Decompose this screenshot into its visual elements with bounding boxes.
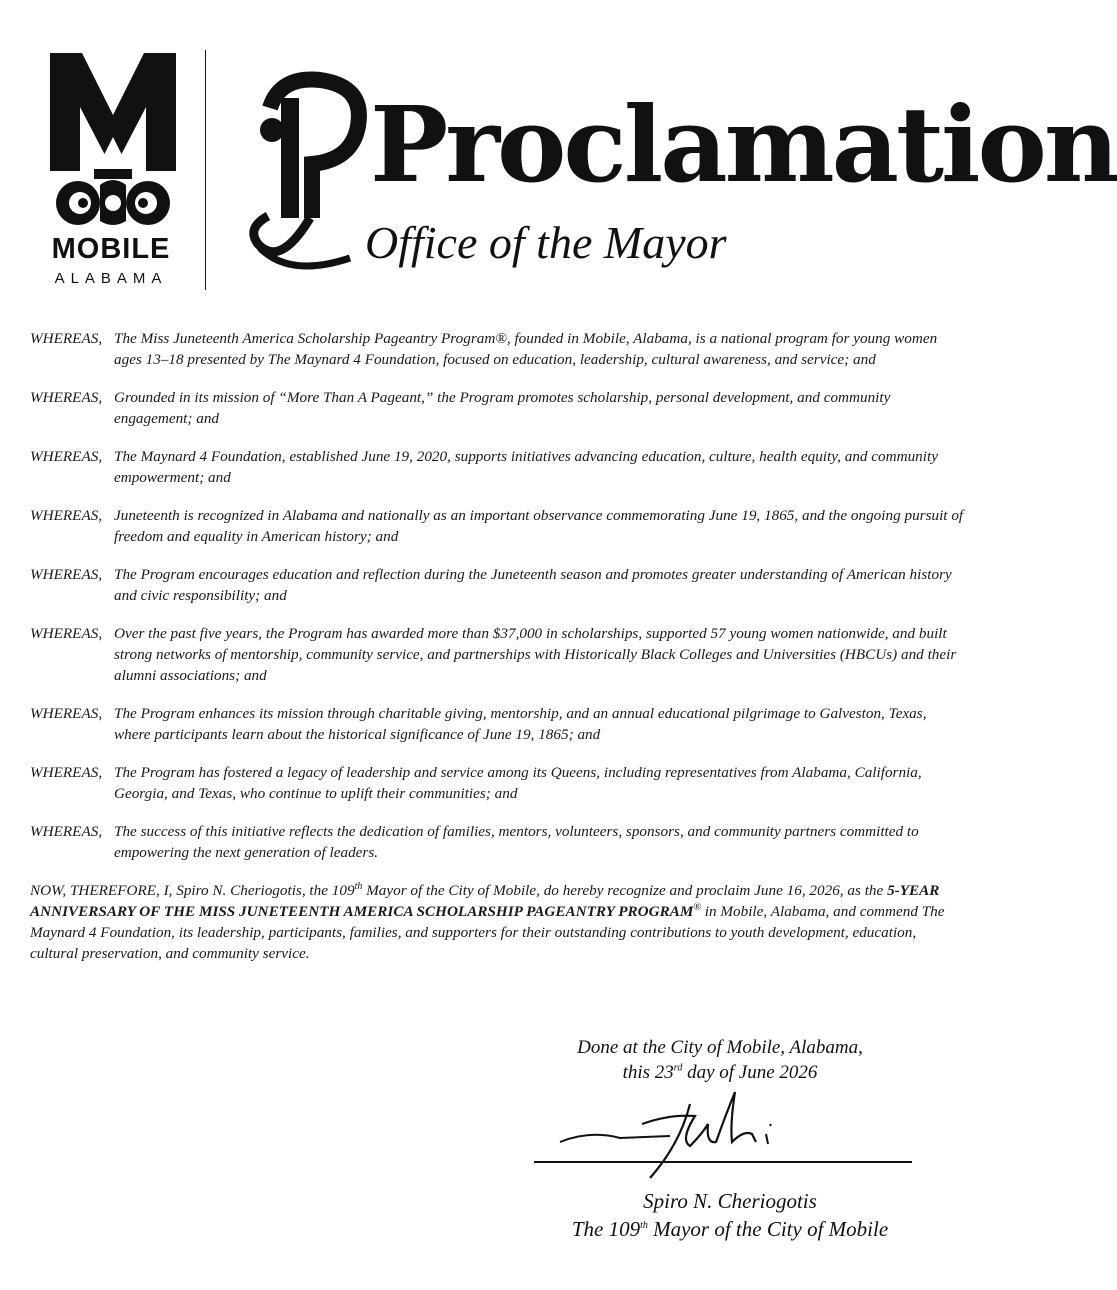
- whereas-clause: [30, 387, 965, 429]
- clause-keyword: WHEREAS,: [30, 566, 103, 583]
- clause-keyword: WHEREAS,: [30, 507, 103, 524]
- blackletter-initial-ornament: [250, 68, 380, 278]
- signer-name: Spiro N. Cheriogotis: [643, 1189, 817, 1213]
- whereas-clause: [30, 762, 965, 804]
- clause-text: The Program encourages education and reflection during the Juneteenth season and promotes greater understanding of American history and civic responsibility; and: [114, 566, 952, 604]
- whereas-clause: [30, 505, 965, 547]
- resolution-paragraph: [30, 880, 965, 964]
- whereas-clause: [30, 328, 965, 370]
- signer-title-end: Mayor of the City of Mobile: [647, 1217, 889, 1241]
- clause-text: The Miss Juneteenth America Scholarship Pageantry Program®, founded in Mobile, Alabama, is a national program for young women ages 13–18 presented by The Maynard 4 Foundation, focused on education, leadership, cultural awareness, and service; and: [114, 330, 938, 368]
- resolution-lead-rest: Mayor of the City of Mobile, do hereby recognize and proclaim June 16, 2026, as the: [362, 882, 888, 899]
- clause-text: Grounded in its mission of “More Than A Pageant,” the Program promotes scholarship, personal development, and community engagement; and: [114, 389, 891, 427]
- resolution-lead: NOW, THEREFORE, I, Spiro N. Cheriogotis, the 109: [30, 882, 355, 899]
- registered-mark: ®: [693, 901, 701, 913]
- document-title: Proclamation: [370, 83, 1117, 206]
- clause-keyword: WHEREAS,: [30, 448, 103, 465]
- whereas-clause: [30, 446, 965, 488]
- clause-keyword: WHEREAS,: [30, 389, 103, 406]
- logo-city-name: MOBILE: [51, 233, 171, 265]
- header-divider: [205, 50, 206, 290]
- clause-keyword: WHEREAS,: [30, 705, 103, 722]
- signer-title-ordinal: th: [640, 1220, 648, 1231]
- resolution-emphasis: 5-YEAR ANNIVERSARY OF THE MISS JUNETEENTH AMERICA SCHOLARSHIP PAGEANTRY PROGRAM: [30, 882, 940, 920]
- clause-keyword: WHEREAS,: [30, 823, 103, 840]
- resolution-tail: in Mobile, Alabama, and commend The Maynard 4 Foundation, its leadership, participants, families, and supporters for their outstanding contributions to youth development, education, cultural preservation, and community service.: [30, 903, 945, 962]
- clause-text: The Maynard 4 Foundation, established June 19, 2020, supports initiatives advancing education, culture, health equity, and community empowerment; and: [114, 448, 938, 486]
- header: [0, 0, 1117, 310]
- whereas-clause: [30, 821, 965, 863]
- whereas-clause: [30, 623, 965, 686]
- clause-text: The success of this initiative reflects the dedication of families, mentors, volunteers, sponsors, and community partners committed to empowering the next generation of leaders.: [114, 823, 919, 861]
- mobile-logo-emblem: [38, 45, 188, 230]
- date-line-end: day of June 2026: [682, 1062, 818, 1083]
- document-subtitle: Office of the Mayor: [365, 217, 727, 268]
- clause-keyword: WHEREAS,: [30, 764, 103, 781]
- done-at-line: Done at the City of Mobile, Alabama,: [577, 1037, 863, 1058]
- logo-state-name: ALABAMA: [54, 270, 168, 287]
- signer-title-start: The 109: [571, 1217, 641, 1241]
- date-line-start: this 23: [622, 1062, 674, 1083]
- handwritten-signature: [530, 1084, 920, 1184]
- clause-text: Juneteenth is recognized in Alabama and nationally as an important observance commemorating June 19, 1865, and the ongoing pursuit of freedom and equality in American history; and: [114, 507, 964, 545]
- clause-keyword: WHEREAS,: [30, 625, 103, 642]
- clause-text: The Program enhances its mission through charitable giving, mentorship, and an annual educational pilgrimage to Galveston, Texas, where participants learn about the historical significance of June 19, 1865; and: [114, 705, 927, 743]
- whereas-clause: [30, 564, 965, 606]
- whereas-clause: [30, 703, 965, 745]
- signer-title: [520, 1216, 940, 1242]
- date-ordinal: rd: [673, 1062, 683, 1074]
- resolution-lead-ordinal: th: [354, 880, 363, 892]
- proclamation-body: [30, 328, 965, 964]
- clause-keyword: WHEREAS,: [30, 330, 103, 347]
- clause-text: Over the past five years, the Program has awarded more than $37,000 in scholarships, supported 57 young women nationwide, and built strong networks of mentorship, community service, and partnerships with Historically Black Colleges and Universities (HBCUs) and their alumni associations; and: [114, 625, 957, 684]
- clause-text: The Program has fostered a legacy of leadership and service among its Queens, including representatives from Alabama, California, Georgia, and Texas, who continue to uplift their communities; and: [114, 764, 922, 802]
- date-line: [520, 1061, 920, 1085]
